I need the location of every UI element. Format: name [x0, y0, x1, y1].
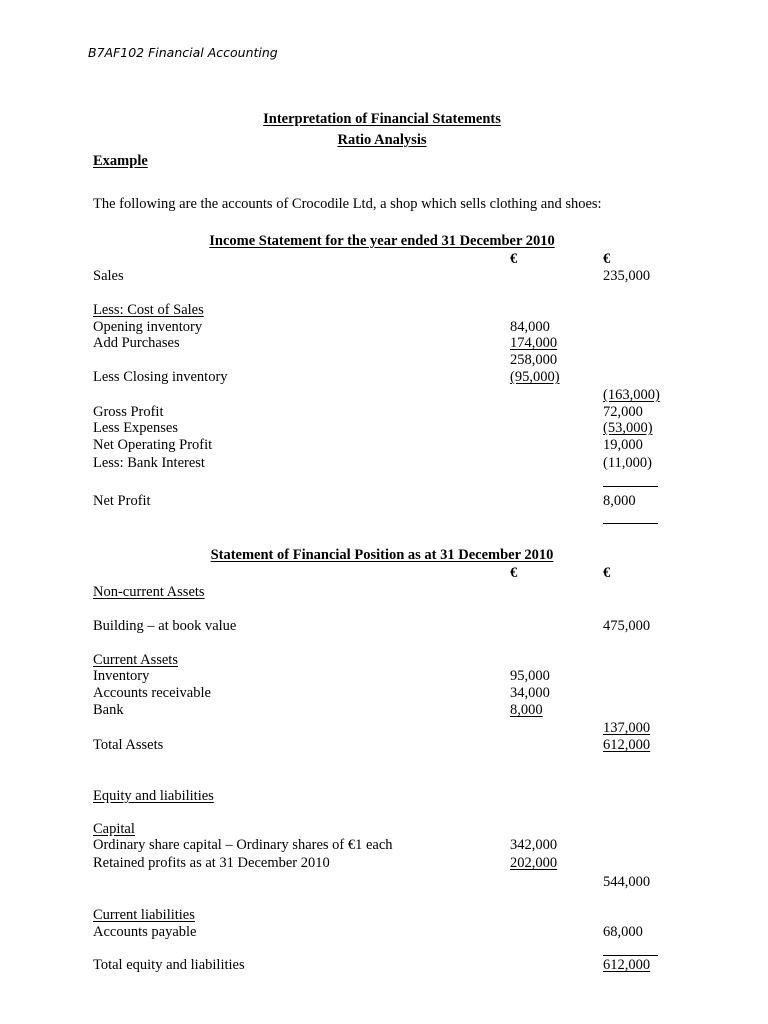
- income-statement-heading: Income Statement for the year ended 31 December 2010: [209, 233, 555, 249]
- bank-interest-value: (11,000): [603, 455, 652, 471]
- total-equity-liabilities-value: 612,000: [603, 957, 651, 973]
- sales-label: Sales: [93, 268, 124, 284]
- equity-liabilities-label: Equity and liabilities: [93, 788, 214, 804]
- total-assets-value: 612,000: [603, 737, 651, 753]
- share-capital-label: Ordinary share capital – Ordinary shares of €1 each: [93, 837, 393, 853]
- retained-profits-label: Retained profits as at 31 December 2010: [93, 855, 330, 871]
- bank-interest-label: Less: Bank Interest: [93, 455, 205, 471]
- subtotal-value: 258,000: [510, 352, 558, 368]
- accounts-receivable-label: Accounts receivable: [93, 685, 211, 701]
- capital-total: 544,000: [603, 874, 651, 890]
- expenses-label: Less Expenses: [93, 420, 178, 436]
- page-subtitle: Ratio Analysis: [337, 132, 427, 148]
- total-rule: [603, 523, 658, 524]
- page-title: Interpretation of Financial Statements: [263, 111, 501, 127]
- gross-profit-value: 72,000: [603, 404, 643, 420]
- cost-of-sales-total: (163,000): [603, 387, 660, 403]
- current-liabilities-label: Current liabilities: [93, 907, 195, 923]
- accounts-receivable-value: 34,000: [510, 685, 550, 701]
- building-value: 475,000: [603, 618, 651, 634]
- opening-inventory-value: 84,000: [510, 319, 550, 335]
- closing-inventory-value: (95,000): [510, 369, 560, 385]
- total-rule: [603, 486, 658, 487]
- intro-text: The following are the accounts of Crocodile Ltd, a shop which sells clothing and shoes:: [93, 196, 602, 212]
- closing-inventory-label: Less Closing inventory: [93, 369, 228, 385]
- net-profit-value: 8,000: [603, 493, 636, 509]
- bank-value: 8,000: [510, 702, 543, 718]
- total-rule: [603, 955, 658, 956]
- share-capital-value: 342,000: [510, 837, 558, 853]
- cost-of-sales-label: Less: Cost of Sales: [93, 302, 204, 318]
- total-equity-liabilities-label: Total equity and liabilities: [93, 957, 245, 973]
- currency-header: €: [510, 565, 518, 581]
- document-header: B7AF102 Financial Accounting: [88, 45, 278, 60]
- current-assets-label: Current Assets: [93, 652, 178, 668]
- example-heading: Example: [93, 153, 148, 169]
- accounts-payable-value: 68,000: [603, 924, 643, 940]
- inventory-value: 95,000: [510, 668, 550, 684]
- purchases-value: 174,000: [510, 335, 558, 351]
- building-label: Building – at book value: [93, 618, 237, 634]
- capital-label: Capital: [93, 821, 135, 837]
- bank-label: Bank: [93, 702, 124, 718]
- net-operating-profit-value: 19,000: [603, 437, 643, 453]
- currency-header: €: [510, 251, 518, 267]
- non-current-assets-label: Non-current Assets: [93, 584, 205, 600]
- financial-position-heading: Statement of Financial Position as at 31 December 2010: [210, 547, 554, 563]
- currency-header: €: [603, 565, 611, 581]
- gross-profit-label: Gross Profit: [93, 404, 164, 420]
- current-assets-total: 137,000: [603, 720, 651, 736]
- inventory-label: Inventory: [93, 668, 150, 684]
- expenses-value: (53,000): [603, 420, 653, 436]
- accounts-payable-label: Accounts payable: [93, 924, 197, 940]
- retained-profits-value: 202,000: [510, 855, 558, 871]
- purchases-label: Add Purchases: [93, 335, 180, 351]
- net-profit-label: Net Profit: [93, 493, 151, 509]
- opening-inventory-label: Opening inventory: [93, 319, 203, 335]
- net-operating-profit-label: Net Operating Profit: [93, 437, 213, 453]
- total-assets-label: Total Assets: [93, 737, 164, 753]
- currency-header: €: [603, 251, 611, 267]
- sales-value: 235,000: [603, 268, 651, 284]
